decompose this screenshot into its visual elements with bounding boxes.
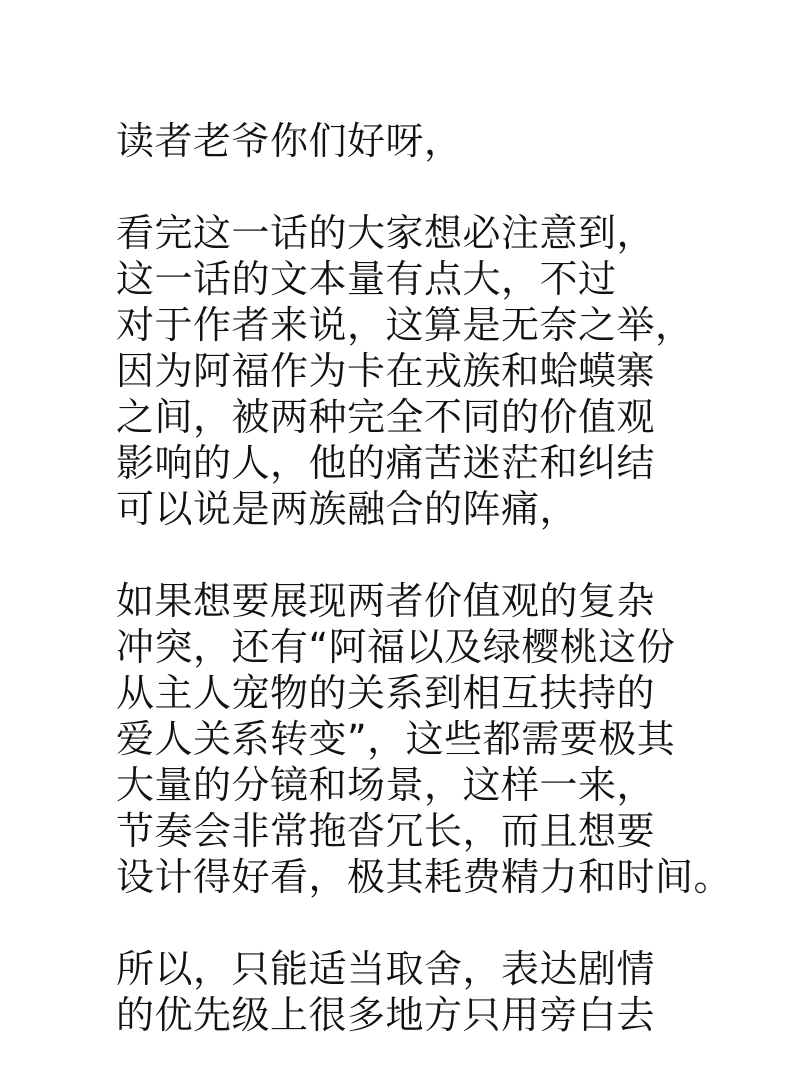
- text-line: 对于作者来说，这算是无奈之举，: [116, 303, 694, 347]
- text-line: 从主人宠物的关系到相互扶持的: [116, 671, 656, 715]
- paragraph-conflict: [116, 578, 776, 900]
- text-line: 可以说是两族融合的阵痛，: [116, 487, 579, 531]
- text-line: 大量的分镜和场景，这样一来，: [116, 763, 656, 807]
- text-line: 设计得好看，极其耗费精力和时间。: [116, 855, 733, 899]
- text-line: 读者老爷你们好呀，: [116, 119, 463, 163]
- paragraph-conclusion: [116, 946, 776, 1038]
- text-line: 的优先级上很多地方只用旁白去: [116, 993, 656, 1037]
- text-line: 看完这一话的大家想必注意到，: [116, 211, 656, 255]
- text-line: 所以，只能适当取舍，表达剧情: [116, 947, 656, 991]
- author-note-text: [116, 118, 776, 1038]
- text-line: 冲突，还有“阿福以及绿樱桃这份: [116, 625, 676, 669]
- text-line: 这一话的文本量有点大，不过: [116, 257, 617, 301]
- text-line: 因为阿福作为卡在戎族和蛤蟆寨: [116, 349, 656, 393]
- text-line: 爱人关系转变”，这些都需要极其: [116, 717, 676, 761]
- text-line: 之间，被两种完全不同的价值观: [116, 395, 656, 439]
- text-line: 影响的人，他的痛苦迷茫和纠结: [116, 441, 656, 485]
- paragraph-explanation: [116, 210, 776, 532]
- paragraph-greeting: [116, 118, 776, 164]
- text-line: 如果想要展现两者价值观的复杂: [116, 579, 656, 623]
- text-line: 节奏会非常拖沓冗长，而且想要: [116, 809, 656, 853]
